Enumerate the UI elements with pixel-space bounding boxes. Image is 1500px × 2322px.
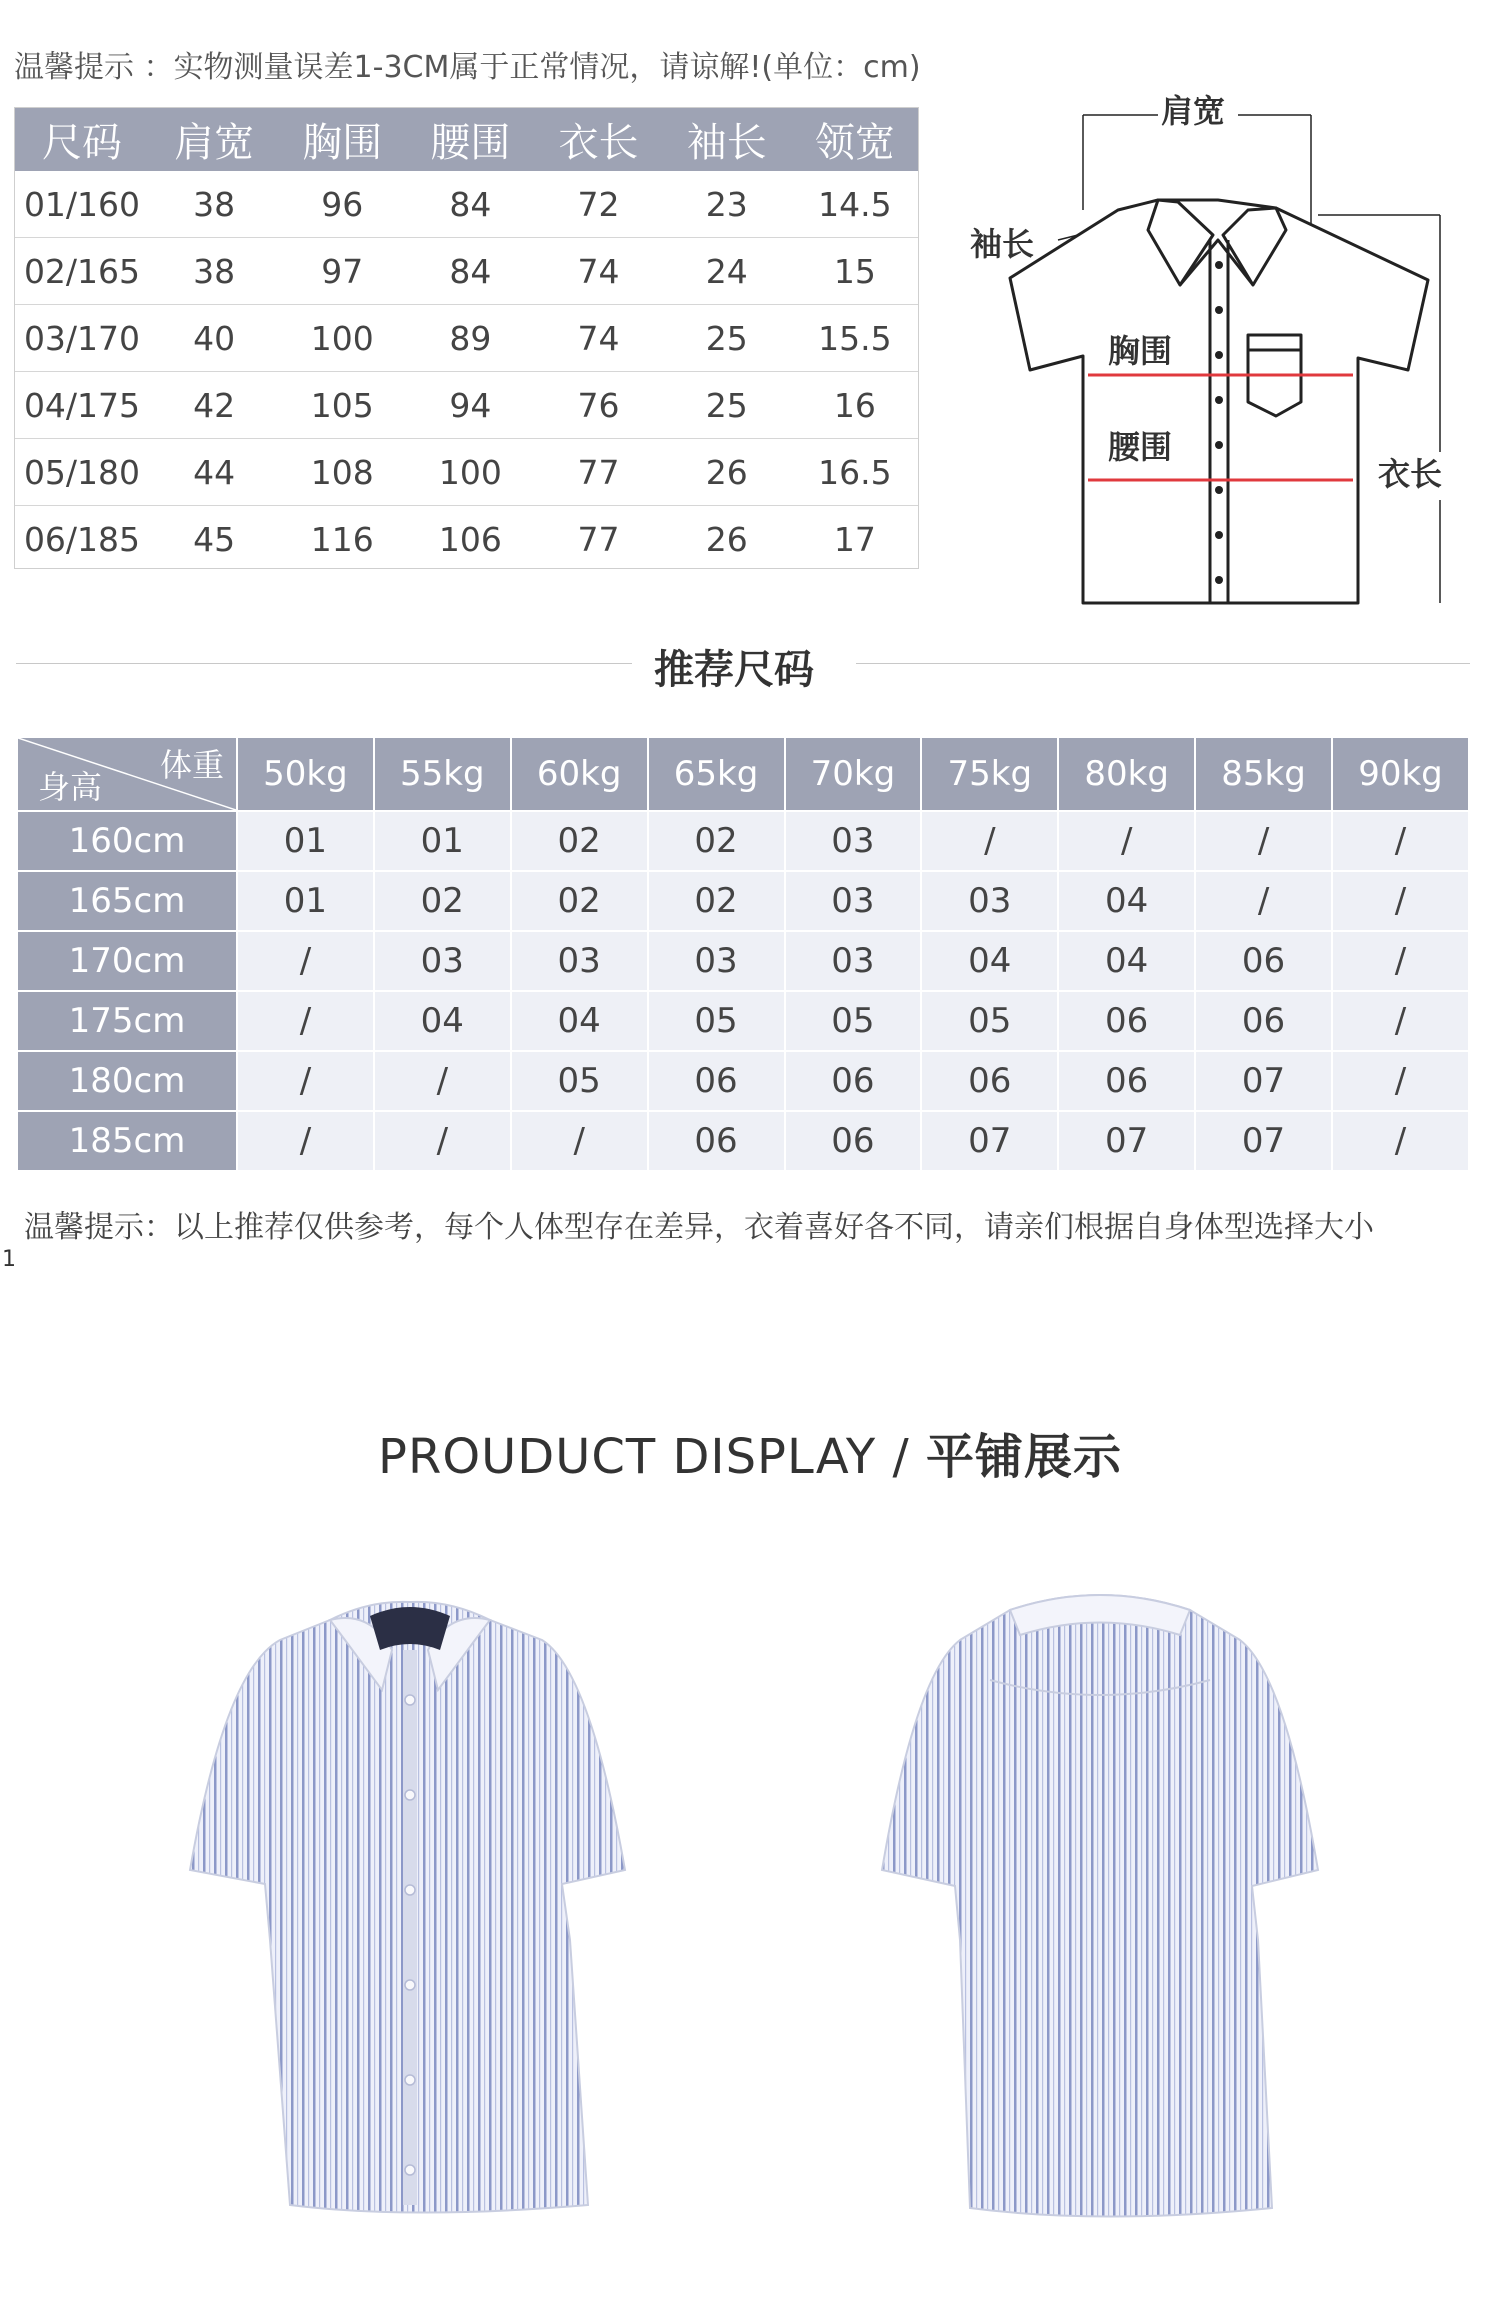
weight-header: 75kg	[922, 738, 1057, 810]
size-cell: 02	[512, 872, 647, 930]
weight-header: 55kg	[375, 738, 510, 810]
size-cell: 45	[193, 519, 236, 559]
size-cell: 04	[1059, 872, 1194, 930]
size-cell: 96	[278, 171, 406, 238]
size-cell: 40	[150, 305, 278, 372]
size-cell: 77	[534, 439, 662, 506]
weight-header: 50kg	[238, 738, 373, 810]
size-cell: /	[1196, 812, 1331, 870]
size-cell: 06	[1196, 932, 1331, 990]
size-cell: /	[1333, 872, 1468, 930]
size-cell: 84	[406, 238, 534, 305]
size-cell: 07	[1196, 1052, 1331, 1110]
display-title	[0, 1418, 1500, 1487]
size-cell: 02	[375, 872, 510, 930]
size-cell: 72	[534, 171, 662, 238]
size-cell: /	[375, 1052, 510, 1110]
size-cell: /	[375, 1112, 510, 1170]
size-cell: 04	[512, 992, 647, 1050]
table-row	[14, 372, 919, 439]
size-cell: 04	[1059, 932, 1194, 990]
size-cell: 03	[649, 932, 784, 990]
size-cell: 24	[663, 238, 791, 305]
shirt-front-image	[170, 1580, 650, 2220]
table-row	[14, 171, 919, 238]
size-cell: 100	[406, 439, 534, 506]
size-cell: 03	[512, 932, 647, 990]
table-row	[14, 439, 919, 506]
size-cell: 74	[534, 305, 662, 372]
size-cell: 06	[922, 1052, 1057, 1110]
size-cell: /	[238, 1112, 373, 1170]
height-header: 160cm	[18, 812, 236, 870]
size-cell: 05	[649, 992, 784, 1050]
size-cell: 25	[663, 372, 791, 439]
size-cell: /	[238, 992, 373, 1050]
size-cell: 23	[663, 171, 791, 238]
size-header-cell: 尺码	[14, 107, 150, 171]
size-cell: 06	[786, 1112, 921, 1170]
size-header-cell: 腰围	[406, 107, 534, 171]
label-shoulder: 肩宽	[1161, 92, 1226, 130]
label-sleeve: 袖长	[970, 225, 1035, 263]
size-cell: 06	[649, 1052, 784, 1110]
divider-left	[16, 663, 632, 664]
size-cell: 17	[833, 519, 876, 559]
size-header-cell: 领宽	[791, 107, 919, 171]
size-cell: 05	[512, 1052, 647, 1110]
size-cell: 106	[438, 519, 502, 559]
size-cell: 16.5	[791, 439, 919, 506]
weight-header: 85kg	[1196, 738, 1331, 810]
stray-mark: 1	[2, 1247, 16, 1272]
size-cell: 74	[534, 238, 662, 305]
size-cell: /	[1333, 1052, 1468, 1110]
recommend-header-row	[18, 738, 1468, 810]
size-cell: 07	[1059, 1112, 1194, 1170]
table-row	[18, 1052, 1468, 1110]
size-cell: /	[238, 932, 373, 990]
size-cell: /	[512, 1112, 647, 1170]
size-cell: 44	[150, 439, 278, 506]
size-cell: 03	[786, 812, 921, 870]
size-cell: 42	[150, 372, 278, 439]
size-cell: 116	[310, 519, 374, 559]
size-cell: 03	[786, 872, 921, 930]
size-cell: 38	[150, 171, 278, 238]
size-cell: 38	[150, 238, 278, 305]
corner-weight-label: 体重	[159, 746, 224, 784]
label-length: 衣长	[1378, 455, 1443, 493]
size-cell: 15	[791, 238, 919, 305]
label-waist: 腰围	[1108, 428, 1173, 466]
notice-top: 温馨提示 ：实物测量误差1-3CM属于正常情况，请谅解!(单位：cm)	[14, 50, 921, 85]
corner-height-label: 身高	[38, 768, 103, 806]
weight-header: 65kg	[649, 738, 784, 810]
size-cell: 89	[406, 305, 534, 372]
size-cell: 01	[375, 812, 510, 870]
shirt-back-image	[860, 1580, 1340, 2220]
size-header-cell: 肩宽	[150, 107, 278, 171]
size-cell: 01/160	[14, 171, 150, 238]
size-cell: 06	[1196, 992, 1331, 1050]
size-cell: 84	[406, 171, 534, 238]
corner-cell	[18, 738, 236, 810]
table-row	[18, 992, 1468, 1050]
table-row	[14, 506, 919, 573]
size-cell: 15.5	[791, 305, 919, 372]
label-chest: 胸围	[1108, 332, 1173, 370]
size-cell: 07	[1196, 1112, 1331, 1170]
size-cell: 25	[663, 305, 791, 372]
shirt-measurement-diagram	[948, 80, 1468, 625]
size-cell: 01	[238, 872, 373, 930]
size-table-header	[14, 107, 919, 171]
size-cell: 03	[375, 932, 510, 990]
size-cell: /	[1333, 1112, 1468, 1170]
table-row	[18, 812, 1468, 870]
size-cell: 03	[922, 872, 1057, 930]
size-header-cell: 衣长	[534, 107, 662, 171]
size-cell: 04/175	[14, 372, 150, 439]
size-cell: 77	[577, 519, 620, 559]
display-title-en: PROUDUCT DISPLAY /	[378, 1429, 926, 1485]
weight-header: 60kg	[512, 738, 647, 810]
size-cell: 07	[922, 1112, 1057, 1170]
size-cell: /	[1333, 992, 1468, 1050]
size-cell: 04	[922, 932, 1057, 990]
size-cell: 94	[406, 372, 534, 439]
divider-right	[856, 663, 1470, 664]
recommend-table	[16, 736, 1470, 1172]
table-row	[14, 305, 919, 372]
size-cell: 05	[786, 992, 921, 1050]
size-cell: /	[1196, 872, 1331, 930]
size-cell: 105	[278, 372, 406, 439]
size-cell: 108	[278, 439, 406, 506]
size-cell: 06	[1059, 1052, 1194, 1110]
height-header: 170cm	[18, 932, 236, 990]
height-header: 185cm	[18, 1112, 236, 1170]
weight-header: 90kg	[1333, 738, 1468, 810]
size-cell: /	[238, 1052, 373, 1110]
size-cell: 02	[649, 812, 784, 870]
size-cell: 06	[1059, 992, 1194, 1050]
size-cell: 06/185	[23, 519, 141, 559]
size-cell: 02/165	[14, 238, 150, 305]
size-header-cell: 胸围	[278, 107, 406, 171]
size-cell: 16	[791, 372, 919, 439]
size-cell: 26	[705, 519, 748, 559]
size-cell: 03	[786, 932, 921, 990]
size-cell: 26	[663, 439, 791, 506]
size-cell: 05/180	[14, 439, 150, 506]
size-table	[14, 107, 919, 572]
table-row	[18, 872, 1468, 930]
height-header: 165cm	[18, 872, 236, 930]
size-cell: /	[1333, 932, 1468, 990]
size-cell: 97	[278, 238, 406, 305]
weight-header: 70kg	[786, 738, 921, 810]
table-row	[18, 932, 1468, 990]
table-row	[18, 1112, 1468, 1170]
size-cell: /	[922, 812, 1057, 870]
size-header-cell: 袖长	[663, 107, 791, 171]
notice-bottom: 温馨提示：以上推荐仅供参考，每个人体型存在差异，衣着喜好各不同，请亲们根据自身体型选择大小	[24, 1210, 1374, 1245]
weight-header: 80kg	[1059, 738, 1194, 810]
height-header: 175cm	[18, 992, 236, 1050]
size-cell: /	[1333, 812, 1468, 870]
size-cell: 06	[649, 1112, 784, 1170]
size-cell: 05	[922, 992, 1057, 1050]
size-cell: 14.5	[791, 171, 919, 238]
size-cell: 04	[375, 992, 510, 1050]
size-cell: 02	[649, 872, 784, 930]
display-title-cn: 平铺展示	[925, 1429, 1122, 1485]
height-header: 180cm	[18, 1052, 236, 1110]
size-cell: /	[1059, 812, 1194, 870]
size-cell: 02	[512, 812, 647, 870]
size-cell: 03/170	[14, 305, 150, 372]
size-cell: 76	[534, 372, 662, 439]
size-cell: 100	[278, 305, 406, 372]
size-cell: 06	[786, 1052, 921, 1110]
recommend-title: 推荐尺码	[654, 647, 814, 693]
table-row	[14, 238, 919, 305]
size-cell: 01	[238, 812, 373, 870]
